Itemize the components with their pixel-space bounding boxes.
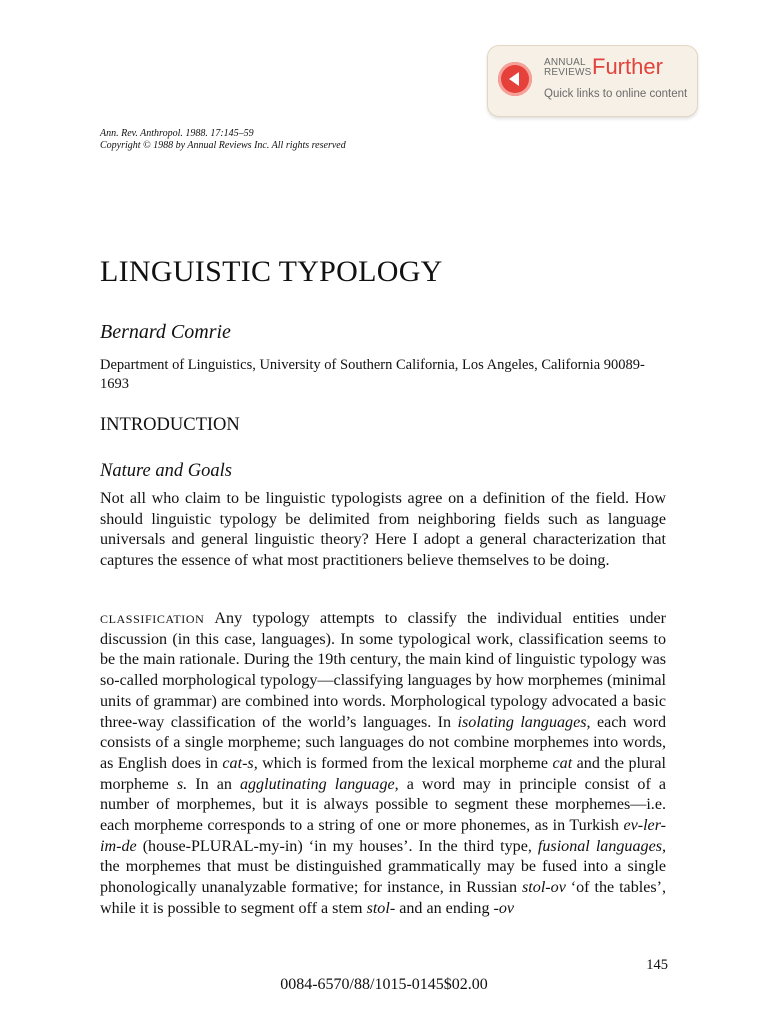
citation-line-1: Ann. Rev. Anthropol. 1988. 17:145–59 xyxy=(100,128,254,139)
section-heading: INTRODUCTION xyxy=(100,415,240,435)
footer-identifier: 0084-6570/88/1015-0145$02.00 xyxy=(280,976,488,993)
badge-further-label: Further xyxy=(592,54,663,79)
author-name: Bernard Comrie xyxy=(100,321,231,343)
paragraph-classification: CLASSIFICATION Any typology attempts to classify the individual entities under discussion (in this case, languages). In some typological work, classification seems to be the main rationale. During the 19th century, the main kind of linguistic typology was so-called morphological typology—classifying languages by how morphemes (minimal units of grammar) are combined into words. Morphological typology advocated a basic three-way classification of the world’s languages. In isolating languages, each word consists of a single morpheme; such languages do not combine morphemes into words, as English does in cat-s, which is formed from the lexical morpheme cat and the plural morpheme s. In an agglutinating language, a word may in principle consist of a number of morphemes, but it is always possible to segment these morphemes—i.e. each morpheme corresponds to a string of one or more phonemes, as in Turkish ev-ler-im-de (house-PLURAL-my-in) ‘in my houses’. In the third type, fusional languages, the morphemes that must be distinguished grammatically may be fused into a single phonologically unanalyzable formative; for instance, in Russian stol-ov ‘of the tables’, while it is possible to segment off a stem stol- and an ending -ov xyxy=(100,610,667,917)
paragraph-intro: Not all who claim to be linguistic typologists agree on a definition of the field. How should linguistic typology be delimited from neighboring fields such as language universals and general linguistic theory? Here I adopt a general characterization that captures the essence of what most practitioners believe themselves to be doing. xyxy=(100,490,666,570)
badge-quick-links-text[interactable]: Quick links to online content xyxy=(544,88,688,100)
badge-annual-reviews-label: ANNUAL REVIEWS xyxy=(544,57,592,78)
annual-reviews-further-badge[interactable] xyxy=(487,45,698,117)
author-affiliation: Department of Linguistics, University of Southern California, Los Angeles, California 90089-1693 xyxy=(100,357,645,392)
article-title: LINGUISTIC TYPOLOGY xyxy=(100,255,443,288)
citation-line-2: Copyright © 1988 by Annual Reviews Inc. All rights reserved xyxy=(100,140,346,151)
classification-label: CLASSIFICATION xyxy=(100,612,205,626)
subsection-heading: Nature and Goals xyxy=(100,461,232,481)
journal-citation xyxy=(100,128,346,152)
page-number: 145 xyxy=(646,957,668,973)
left-arrow-circle-icon[interactable] xyxy=(498,62,532,96)
